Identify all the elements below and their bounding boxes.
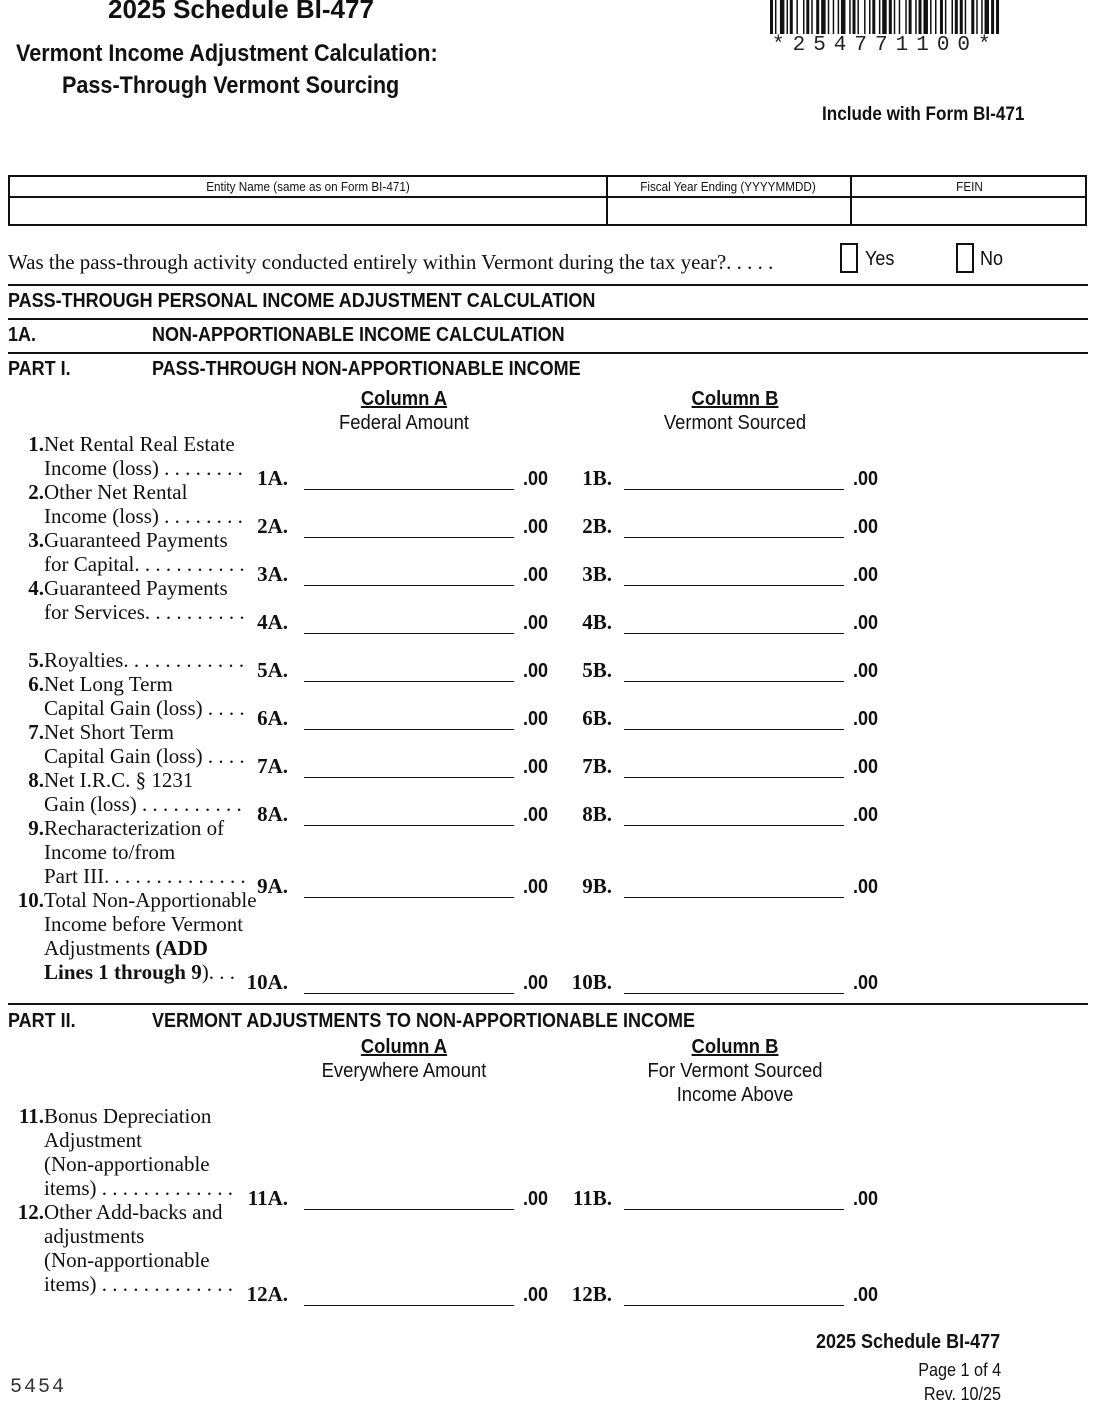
column-a-title: Column A [360,388,448,410]
line-text: Income before Vermont [44,912,244,936]
entity-name-field[interactable] [12,198,604,224]
part2-column-b-heading [615,1035,854,1107]
cents-label: .00 [523,1188,549,1210]
line-text: Part III. . . . . . . . . . . . . . [44,864,246,888]
line-11a-input[interactable] [304,1209,514,1210]
part2-code: PART II. [8,1010,76,1032]
line-text: (Non-apportionable [44,1152,210,1176]
line-7a-input[interactable] [304,777,514,778]
line-text: Recharacterization of [44,816,225,840]
line-2b-input[interactable] [624,537,844,538]
line-12-description-row [8,1272,233,1296]
column-b-title: Column B [691,388,779,410]
line-number: 1. [28,432,44,456]
cents-label: .00 [853,972,879,994]
line-7-description-row [8,720,174,744]
line-number: 10. [17,888,44,912]
line-text: Other Net Rental [44,480,188,504]
line-text: Net Long Term [44,672,173,696]
cents-label: .00 [523,804,549,826]
line-1-description-row [8,456,243,480]
line-12-description-row [8,1224,144,1248]
line-11-description-row [8,1176,233,1200]
column-a-title: Column A [360,1036,448,1058]
line-text: Income to/from [44,840,176,864]
cents-label: .00 [853,876,879,898]
line-12a-input[interactable] [304,1305,514,1306]
line-11-description-row [8,1104,211,1128]
cents-label: .00 [523,468,549,490]
line-2a-input[interactable] [304,537,514,538]
line-11b-code: 11B. [572,1186,612,1210]
cents-label: .00 [853,708,879,730]
part1-column-b-heading [615,387,854,435]
cents-label: .00 [853,612,879,634]
part1-title: PASS-THROUGH NON-APPORTIONABLE INCOME [152,358,581,380]
fiscal-year-field[interactable] [610,198,848,224]
line-10a-input[interactable] [304,993,514,994]
line-text: Guaranteed Payments [44,576,228,600]
line-number: 9. [28,816,44,840]
cents-label: .00 [853,516,879,538]
line-9a-code: 9A. [257,874,288,898]
line-text: Capital Gain (loss) . . . . [44,744,245,768]
line-10-description-row [8,912,243,936]
line-12b-code: 12B. [571,1282,612,1306]
line-text: Adjustments [44,936,156,960]
line-12-description-row [8,1200,222,1224]
line-5a-input[interactable] [304,681,514,682]
fein-label: FEIN [956,179,983,194]
line-number: 12. [17,1200,44,1224]
line-text: Bonus Depreciation [44,1104,212,1128]
section-rule [8,352,1088,354]
line-text: Adjustment [44,1128,142,1152]
no-checkbox[interactable] [956,243,974,273]
line-5a-code: 5A. [257,658,288,682]
line-9-description-row [8,816,224,840]
line-3b-input[interactable] [624,585,844,586]
line-text: Net I.R.C. § 1231 [44,768,194,792]
line-9b-input[interactable] [624,897,844,898]
line-9b-code: 9B. [582,874,612,898]
line-12b-input[interactable] [624,1305,844,1306]
line-number: 7. [28,720,44,744]
line-text: Capital Gain (loss) . . . . [44,696,245,720]
line-8-description-row [8,768,193,792]
line-3-description-row [8,552,245,576]
line-3-description-row [8,528,228,552]
line-text: Gain (loss) . . . . . . . . . . [44,792,242,816]
line-5b-code: 5B. [582,658,612,682]
section-1a-code: 1A. [8,324,37,346]
yes-label: Yes [865,248,895,270]
line-1b-input[interactable] [624,489,844,490]
line-text: Income (loss) . . . . . . . . [44,504,243,528]
barcode-number: *254771100* [772,34,999,57]
line-text: items) . . . . . . . . . . . . . [44,1176,233,1200]
line-6-description-row [8,672,173,696]
line-2a-code: 2A. [257,514,288,538]
section-rule [8,284,1088,286]
column-b-subtitle: Vermont Sourced [663,412,807,434]
line-2b-code: 2B. [582,514,612,538]
line-10a-code: 10A. [246,970,288,994]
line-8-description-row [8,792,242,816]
fiscal-year-label: Fiscal Year Ending (YYYYMMDD) [640,179,816,194]
line-3a-code: 3A. [257,562,288,586]
line-10b-input[interactable] [624,993,844,994]
part2-title: VERMONT ADJUSTMENTS TO NON-APPORTIONABLE INCOME [152,1010,696,1032]
entity-name-label: Entity Name (same as on Form BI-471) [206,179,410,194]
footer-revision: Rev. 10/25 [923,1384,1001,1404]
line-9-description-row [8,840,175,864]
entity-column-divider [606,177,608,224]
line-4a-input[interactable] [304,633,514,634]
form-title: 2025 Schedule BI-477 [108,0,374,24]
line-text-bold: Lines 1 through 9 [44,960,202,984]
cents-label: .00 [523,876,549,898]
cents-label: .00 [523,972,549,994]
line-6a-input[interactable] [304,729,514,730]
line-text: Guaranteed Payments [44,528,228,552]
line-7a-code: 7A. [257,754,288,778]
line-text: adjustments [44,1224,145,1248]
footer-schedule: 2025 Schedule BI-477 [816,1331,1001,1353]
line-12a-code: 12A. [246,1282,288,1306]
line-10-description-row [8,936,208,960]
part1-column-a-heading [284,387,523,435]
cents-label: .00 [523,660,549,682]
cents-label: .00 [853,564,879,586]
include-note: Include with Form BI-471 [822,104,1025,125]
line-text: Net Rental Real Estate [44,432,235,456]
part1-code: PART I. [8,358,71,380]
line-3b-code: 3B. [582,562,612,586]
form-subtitle-line1: Vermont Income Adjustment Calculation: [16,40,438,67]
line-text-bold: (ADD [155,936,208,960]
line-10-description-row [8,960,235,984]
line-4a-code: 4A. [257,610,288,634]
cents-label: .00 [523,1284,549,1306]
line-1a-code: 1A. [257,466,288,490]
line-6b-code: 6B. [582,706,612,730]
line-7b-input[interactable] [624,777,844,778]
line-8a-code: 8A. [257,802,288,826]
form-subtitle-line2: Pass-Through Vermont Sourcing [62,72,400,99]
line-text: Income (loss) . . . . . . . . [44,456,243,480]
line-9-description-row [8,864,246,888]
line-text: for Capital. . . . . . . . . . . [44,552,245,576]
line-number: 11. [18,1104,44,1128]
line-text: ). . . [201,960,235,984]
within-vermont-question: Was the pass-through activity conducted entirely within Vermont during the tax year?. . . . . [8,250,774,274]
line-8a-input[interactable] [304,825,514,826]
cents-label: .00 [853,804,879,826]
line-number: 8. [28,768,44,792]
cents-label: .00 [853,660,879,682]
section-rule [8,318,1088,320]
line-1-description-row [8,432,235,456]
column-b-subtitle-line2: Income Above [676,1084,794,1106]
main-section-title: PASS-THROUGH PERSONAL INCOME ADJUSTMENT CALCULATION [8,290,596,312]
column-a-subtitle: Federal Amount [339,412,469,434]
line-text: Net Short Term [44,720,174,744]
entity-column-divider [850,177,852,224]
cents-label: .00 [853,1188,879,1210]
line-text: Other Add-backs and [44,1200,223,1224]
cents-label: .00 [853,756,879,778]
line-7-description-row [8,744,245,768]
yes-checkbox[interactable] [840,243,858,273]
barcode-image [770,0,1086,34]
line-11-description-row [8,1152,210,1176]
section-1a-title: NON-APPORTIONABLE INCOME CALCULATION [152,324,565,346]
column-b-title: Column B [691,1036,779,1058]
cents-label: .00 [853,1284,879,1306]
line-12-description-row [8,1248,210,1272]
footer-page: Page 1 of 4 [918,1360,1001,1380]
line-8b-code: 8B. [582,802,612,826]
line-8b-input[interactable] [624,825,844,826]
line-3a-input[interactable] [304,585,514,586]
line-number: 5. [28,648,44,672]
line-2-description-row [8,504,243,528]
cents-label: .00 [853,468,879,490]
fein-field[interactable] [854,198,1085,224]
line-7b-code: 7B. [582,754,612,778]
line-4-description-row [8,600,245,624]
cents-label: .00 [523,708,549,730]
column-b-subtitle-line1: For Vermont Sourced [647,1060,823,1082]
line-6b-input[interactable] [624,729,844,730]
line-11b-input[interactable] [624,1209,844,1210]
cents-label: .00 [523,564,549,586]
line-11a-code: 11A. [247,1186,288,1210]
line-4b-input[interactable] [624,633,844,634]
line-5b-input[interactable] [624,681,844,682]
line-text: Royalties. . . . . . . . . . . . [44,648,245,672]
line-text: (Non-apportionable [44,1248,210,1272]
line-5-description-row [8,648,244,672]
entity-info-box [8,175,1087,226]
line-text: items) . . . . . . . . . . . . . [44,1272,233,1296]
column-a-subtitle: Everywhere Amount [321,1060,487,1082]
line-number: 3. [28,528,44,552]
line-text: for Services. . . . . . . . . . [44,600,245,624]
line-text: Total Non-Apportionable [44,888,257,912]
form-id-number: 5454 [10,1376,67,1399]
cents-label: .00 [523,756,549,778]
line-11-description-row [8,1128,142,1152]
cents-label: .00 [523,516,549,538]
line-2-description-row [8,480,187,504]
line-10-description-row [8,888,257,912]
line-number: 2. [28,480,44,504]
line-6-description-row [8,696,245,720]
section-rule [8,1003,1088,1005]
no-label: No [980,248,1004,270]
line-4b-code: 4B. [582,610,612,634]
line-1b-code: 1B. [582,466,612,490]
line-number: 6. [28,672,44,696]
line-9a-input[interactable] [304,897,514,898]
cents-label: .00 [523,612,549,634]
footer-page-info [918,1358,1001,1406]
line-number: 4. [28,576,44,600]
part2-column-a-heading [284,1035,523,1083]
line-10b-code: 10B. [571,970,612,994]
line-4-description-row [8,576,228,600]
line-1a-input[interactable] [304,489,514,490]
line-6a-code: 6A. [257,706,288,730]
